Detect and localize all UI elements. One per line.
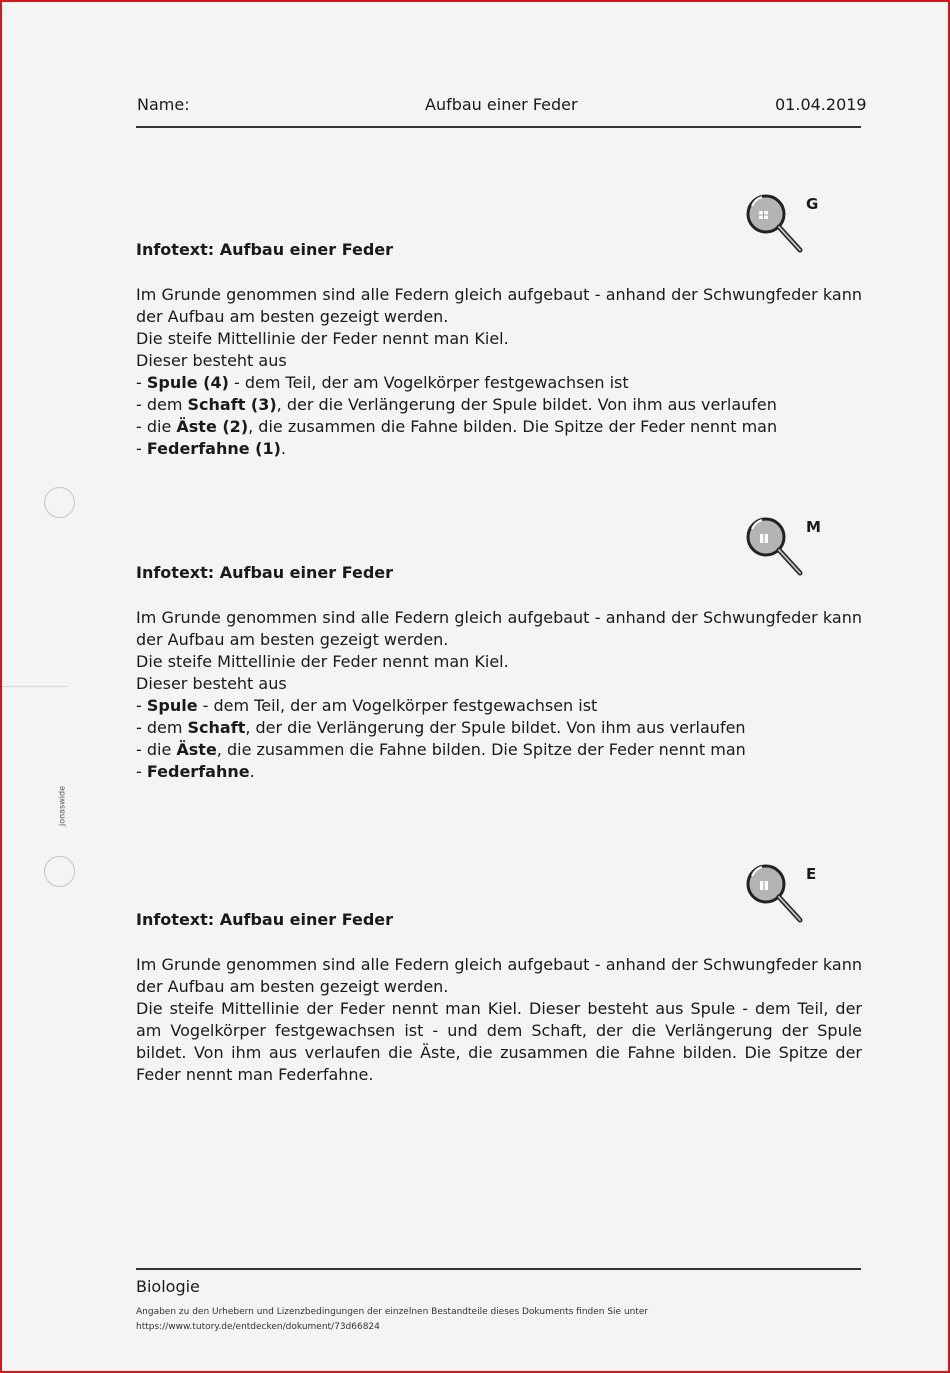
section-title: Infotext: Aufbau einer Feder (136, 240, 394, 259)
list-item: - dem Schaft, der die Verlängerung der Spule bildet. Von ihm aus verlaufen (136, 718, 746, 737)
term: Federfahne (146, 762, 250, 781)
list-item: - die Äste (2), die zusammen die Fahne bilden. Die Spitze der Feder nennt man (136, 417, 778, 436)
section-title: Infotext: Aufbau einer Feder (136, 910, 394, 929)
list-intro: Dieser besteht aus (136, 674, 287, 693)
term: Äste (176, 740, 217, 759)
list-item: - Federfahne (1). (136, 439, 286, 458)
license-link[interactable]: https://www.tutory.de/entdecken/dokument/73d66824 (136, 1322, 380, 1332)
section-level-e (136, 865, 862, 1110)
document-date: 01.04.2019 (775, 95, 867, 114)
difficulty-level: M (806, 518, 821, 536)
term: Federfahne (1) (146, 439, 281, 458)
fold-mark (2, 686, 68, 687)
magnifier-icon (744, 860, 804, 924)
difficulty-level: E (806, 865, 817, 883)
list-item: - Spule (4) - dem Teil, der am Vogelkörper festgewachsen ist (136, 373, 629, 392)
punch-hole-top (44, 487, 75, 518)
section-title: Infotext: Aufbau einer Feder (136, 563, 394, 582)
section-body (136, 284, 862, 460)
term: Spule (146, 696, 198, 715)
header-divider (136, 126, 861, 128)
term: Spule (4) (146, 373, 229, 392)
footer-divider (136, 1268, 861, 1270)
main-paragraph: Die steife Mittellinie der Feder nennt man Kiel. Dieser besteht aus Spule - dem Teil, der am Vogelkörper festgewachsen ist - und dem Schaft, der die Verlängerung der Spule bildet. Von ihm aus verlaufen die Äste, die zusammen die Fahne bilden. Die Spitze der Feder nennt man Federfahne. (136, 999, 862, 1084)
section-level-m (136, 518, 862, 803)
section-body (136, 954, 862, 1086)
list-item: - die Äste, die zusammen die Fahne bilden. Die Spitze der Feder nennt man (136, 740, 746, 759)
list-item: - dem Schaft (3), der die Verlängerung der Spule bildet. Von ihm aus verlaufen (136, 395, 777, 414)
intro-paragraph: Im Grunde genommen sind alle Federn gleich aufgebaut - anhand der Schwungfeder kann der Aufbau am besten gezeigt werden. (136, 955, 862, 996)
magnifier-icon (744, 513, 804, 577)
list-item: - Spule - dem Teil, der am Vogelkörper festgewachsen ist (136, 696, 598, 715)
intro-paragraph: Im Grunde genommen sind alle Federn gleich aufgebaut - anhand der Schwungfeder kann der Aufbau am besten gezeigt werden. (136, 608, 862, 649)
punch-hole-bottom (44, 856, 75, 887)
kiel-sentence: Die steife Mittellinie der Feder nennt man Kiel. (136, 652, 509, 671)
difficulty-level: G (806, 195, 819, 213)
license-note (136, 1305, 648, 1335)
license-text: Angaben zu den Urhebern und Lizenzbedingungen der einzelnen Bestandteile dieses Dokuments finden Sie unter (136, 1307, 649, 1317)
magnifier-icon (744, 190, 804, 254)
term: Äste (2) (176, 417, 249, 436)
intro-paragraph: Im Grunde genommen sind alle Federn gleich aufgebaut - anhand der Schwungfeder kann der Aufbau am besten gezeigt werden. (136, 285, 862, 326)
document-title: Aufbau einer Feder (425, 95, 578, 114)
author-credit: jonaswide (57, 785, 67, 827)
list-item: - Federfahne. (136, 762, 255, 781)
term: Schaft (187, 718, 246, 737)
section-level-g (136, 195, 862, 480)
name-label: Name: (137, 95, 190, 114)
term: Schaft (3) (187, 395, 277, 414)
section-body (136, 607, 862, 783)
list-intro: Dieser besteht aus (136, 351, 287, 370)
subject-label: Biologie (136, 1277, 200, 1296)
kiel-sentence: Die steife Mittellinie der Feder nennt man Kiel. (136, 329, 509, 348)
